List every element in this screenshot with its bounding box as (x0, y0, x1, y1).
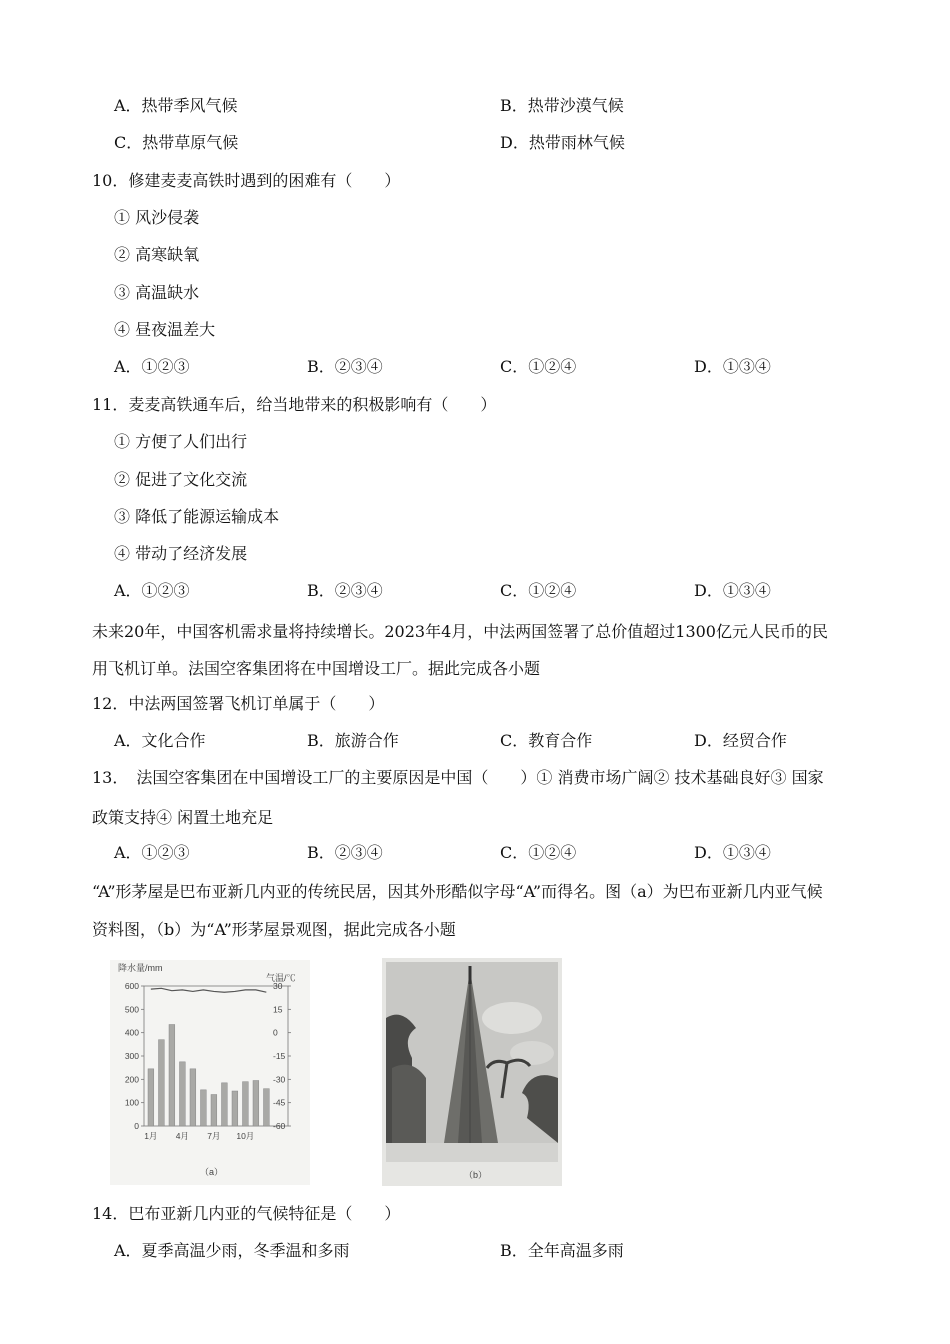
x-tick-label: 7月 (207, 1131, 221, 1141)
temperature-line (151, 988, 267, 992)
q10-item-3: ③ 高温缺水 (114, 283, 200, 302)
right-tick-label: 30 (273, 981, 283, 991)
precipitation-bar (201, 1090, 207, 1126)
q13-option-d: D．①③④ (694, 843, 771, 862)
right-axis-title: 气温/℃ (266, 973, 296, 983)
q10-item-4: ④ 昼夜温差大 (114, 320, 216, 339)
left-tick-label: 400 (124, 1027, 139, 1038)
hut-photo-svg (382, 958, 562, 1186)
q11-item-2: ② 促进了文化交流 (114, 470, 248, 489)
q10-option-d: D．①③④ (694, 357, 771, 376)
right-tick-label: 15 (273, 1004, 283, 1015)
passage-1-line-2: 用飞机订单。法国空客集团将在中国增设工厂。据此完成各小题 (92, 659, 541, 678)
passage-2-line-2: 资料图，（b）为“A”形茅屋景观图，据此完成各小题 (92, 920, 456, 939)
q11-item-4: ④ 带动了经济发展 (114, 544, 248, 563)
q13-option-c: C．①②④ (500, 843, 577, 862)
figure-b-caption: （b） (464, 1170, 488, 1180)
q11-stem: 11．麦麦高铁通车后，给当地带来的积极影响有（ ） (92, 395, 497, 414)
precipitation-bar (159, 1040, 165, 1126)
x-tick-label: 1月 (144, 1131, 158, 1141)
right-tick-label: -15 (273, 1051, 286, 1061)
q12-option-b: B．旅游合作 (307, 731, 399, 750)
q11-item-3: ③ 降低了能源运输成本 (114, 507, 280, 526)
left-tick-label: 100 (124, 1097, 139, 1108)
precipitation-bar (180, 1062, 186, 1126)
q9-option-c: C．热带草原气候 (114, 133, 239, 152)
figure-b-a-frame-hut-photo (382, 958, 562, 1186)
q9-option-b: B．热带沙漠气候 (500, 96, 624, 115)
q9-option-a: A．热带季风气候 (114, 96, 238, 115)
q14-option-a: A．夏季高温少雨，冬季温和多雨 (114, 1241, 350, 1260)
q9-option-d: D．热带雨林气候 (500, 133, 625, 152)
right-tick-label: -45 (273, 1097, 286, 1108)
q10-stem: 10．修建麦麦高铁时遇到的困难有（ ） (92, 171, 401, 190)
left-tick-label: 200 (124, 1074, 139, 1085)
q12-stem: 12．中法两国签署飞机订单属于（ ） (92, 694, 385, 713)
q12-option-c: C．教育合作 (500, 731, 593, 750)
left-tick-label: 300 (124, 1051, 139, 1061)
right-tick-label: 0 (273, 1027, 278, 1038)
q11-option-a: A．①②③ (114, 581, 190, 600)
precipitation-bar (253, 1081, 259, 1127)
left-tick-label: 500 (124, 1004, 139, 1015)
q10-item-2: ② 高寒缺氧 (114, 245, 200, 264)
left-tick-label: 600 (124, 981, 139, 991)
figure-a-climate-chart (110, 960, 310, 1185)
precipitation-bar (243, 1082, 249, 1126)
q14-option-b: B．全年高温多雨 (500, 1241, 624, 1260)
left-axis-title: 降水量/mm (118, 963, 163, 973)
precipitation-bar (148, 1069, 154, 1126)
q11-option-b: B．②③④ (307, 581, 383, 600)
precipitation-bar (190, 1069, 196, 1126)
q11-option-d: D．①③④ (694, 581, 771, 600)
q13-option-b: B．②③④ (307, 843, 383, 862)
precipitation-bar (264, 1089, 270, 1126)
q10-option-a: A．①②③ (114, 357, 190, 376)
q12-option-a: A．文化合作 (114, 731, 206, 750)
right-tick-label: -60 (273, 1121, 286, 1131)
q10-item-1: ① 风沙侵袭 (114, 208, 200, 227)
passage-2-line-1: “A”形茅屋是巴布亚新几内亚的传统民居，因其外形酷似字母“A”而得名。图（a）为巴布亚新几内亚气候 (92, 882, 823, 901)
x-tick-label: 10月 (236, 1131, 255, 1141)
q10-option-b: B．②③④ (307, 357, 383, 376)
q14-stem: 14．巴布亚新几内亚的气候特征是（ ） (92, 1204, 401, 1223)
x-tick-label: 4月 (175, 1131, 189, 1141)
passage-1-line-1: 未来20年，中国客机需求量将持续增长。2023年4月，中法两国签署了总价值超过1300亿元人民币的民 (92, 622, 828, 641)
precipitation-bar (211, 1095, 217, 1127)
q13-option-a: A．①②③ (114, 843, 190, 862)
q11-option-c: C．①②④ (500, 581, 577, 600)
q13-stem-line-2: 政策支持④ 闲置土地充足 (92, 808, 274, 827)
precipitation-bar (169, 1025, 175, 1127)
q13-stem-line-1: 13． 法国空客集团在中国增设工厂的主要原因是中国（ ）① 消费市场广阔② 技术基础良好③ 国家 (92, 768, 824, 787)
climate-chart-svg (110, 960, 310, 1185)
precipitation-bar (232, 1091, 238, 1126)
q12-option-d: D．经贸合作 (694, 731, 787, 750)
precipitation-bar (222, 1083, 228, 1126)
q10-option-c: C．①②④ (500, 357, 577, 376)
right-tick-label: -30 (273, 1074, 286, 1085)
figure-a-caption: （a） (200, 1167, 224, 1177)
left-tick-label: 0 (134, 1121, 139, 1131)
q11-item-1: ① 方便了人们出行 (114, 432, 248, 451)
